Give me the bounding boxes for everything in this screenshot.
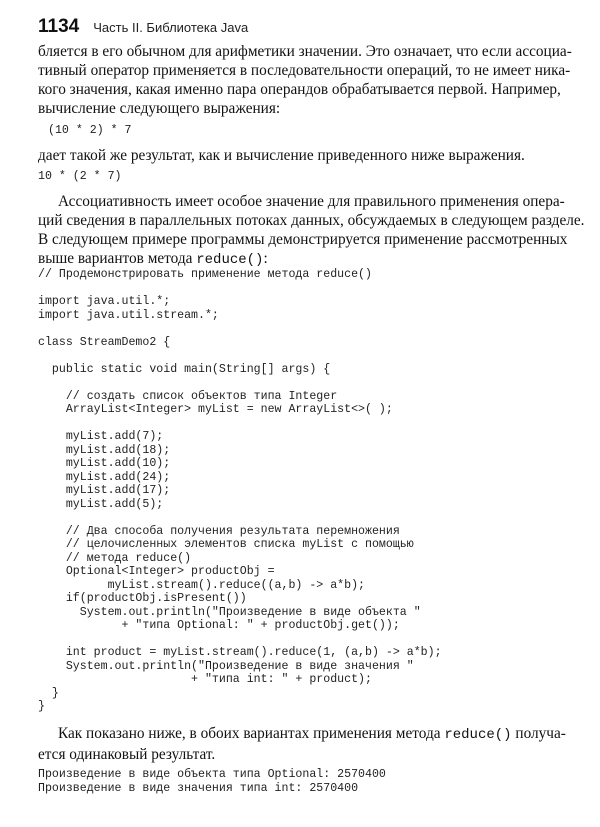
- code-line: [38, 349, 442, 363]
- text-line: [38, 249, 564, 270]
- code-line: [38, 633, 442, 647]
- code-line: [38, 417, 442, 431]
- paragraph-associativity: [38, 42, 572, 118]
- code-line: myList.add(18);: [38, 443, 171, 457]
- text-fragment: Как показано ниже, в обоих вариантах применения метода: [58, 725, 445, 742]
- paragraph-parallel-streams: [38, 192, 585, 270]
- code-line: // метода reduce(): [38, 551, 192, 565]
- text-line: тивный оператор применяется в последовательности операций, то не имеет ника-: [38, 62, 571, 79]
- text-fragment: выше вариантов метода: [38, 250, 197, 267]
- code-line: System.out.println("Произведение в виде объекта ": [38, 605, 421, 619]
- code-line: + "типа Optional: " + productObj.get());: [38, 619, 400, 632]
- code-line: myList.add(10);: [38, 457, 171, 470]
- expression-1: (10 * 2) * 7: [48, 124, 132, 137]
- text-fragment: получа-: [511, 725, 566, 742]
- code-line: [38, 282, 442, 296]
- code-line: import java.util.stream.*;: [38, 308, 219, 322]
- code-line: // целочисленных элементов списка myList с помощью: [38, 538, 414, 551]
- code-line: }: [38, 686, 59, 700]
- text-line: кого значения, какая именно пара операндов обрабатывается первой. Например,: [38, 81, 561, 98]
- code-line: int product = myList.stream().reduce(1, (a,b) -> a*b);: [38, 646, 442, 659]
- expression-2: 10 * (2 * 7): [38, 170, 122, 183]
- code-line: System.out.println("Произведение в виде значения ": [38, 659, 414, 673]
- code-line: myList.add(17);: [38, 484, 171, 497]
- code-line: public static void main(String[] args) {: [38, 362, 331, 376]
- text-fragment: :: [263, 250, 268, 267]
- code-line: + "типа int: " + product);: [38, 673, 372, 686]
- code-line: import java.util.*;: [38, 295, 171, 308]
- code-line: class StreamDemo2 {: [38, 335, 171, 349]
- code-line: // Продемонстрировать применение метода reduce(): [38, 268, 372, 281]
- text-line: [38, 724, 564, 745]
- code-line: myList.add(5);: [38, 497, 164, 511]
- page-number: 1134: [38, 16, 80, 37]
- text-line: ций сведения в параллельных потоках данных, обсуждаемых в следующем разделе.: [38, 212, 585, 229]
- code-line: // создать список объектов типа Integer: [38, 389, 338, 403]
- text-line: В следующем примере программы демонстрируется применение рассмотренных: [38, 231, 568, 248]
- code-line: }: [38, 700, 45, 713]
- code-listing: [38, 268, 442, 714]
- text-line: дает такой же результат, как и вычисление приведенного ниже выражения.: [38, 147, 525, 164]
- paragraph-same-result: [38, 146, 564, 165]
- inline-code-reduce: reduce(): [444, 727, 512, 743]
- code-line: // Два способа получения результата перемножения: [38, 524, 400, 538]
- text-line: Ассоциативность имеет особое значение для правильного применения опера-: [58, 193, 565, 210]
- code-line: myList.stream().reduce((a,b) -> a*b);: [38, 578, 365, 592]
- text-line: ется одинаковый результат.: [38, 746, 216, 763]
- code-line: [38, 511, 442, 525]
- text-line: вычисление следующего выражения:: [38, 100, 281, 117]
- program-output: [38, 768, 386, 795]
- output-line: Произведение в виде объекта типа Optional: 2570400: [38, 768, 386, 781]
- paragraph-same-result-2: [38, 724, 564, 764]
- code-line: myList.add(7);: [38, 430, 164, 443]
- code-line: [38, 376, 442, 390]
- inline-code-reduce: reduce(): [196, 252, 264, 268]
- page-header: [38, 16, 248, 38]
- text-line: бляется в его обычном для арифметики значении. Это означает, что если ассоциа-: [38, 43, 572, 60]
- code-line: Optional<Integer> productObj =: [38, 565, 275, 578]
- code-line: [38, 322, 442, 336]
- output-line: Произведение в виде значения типа int: 2570400: [38, 781, 359, 795]
- running-title: Часть II. Библиотека Java: [93, 20, 249, 35]
- code-line: if(productObj.isPresent()): [38, 592, 247, 605]
- code-line: myList.add(24);: [38, 470, 171, 484]
- code-line: ArrayList<Integer> myList = new ArrayList<>( );: [38, 403, 393, 416]
